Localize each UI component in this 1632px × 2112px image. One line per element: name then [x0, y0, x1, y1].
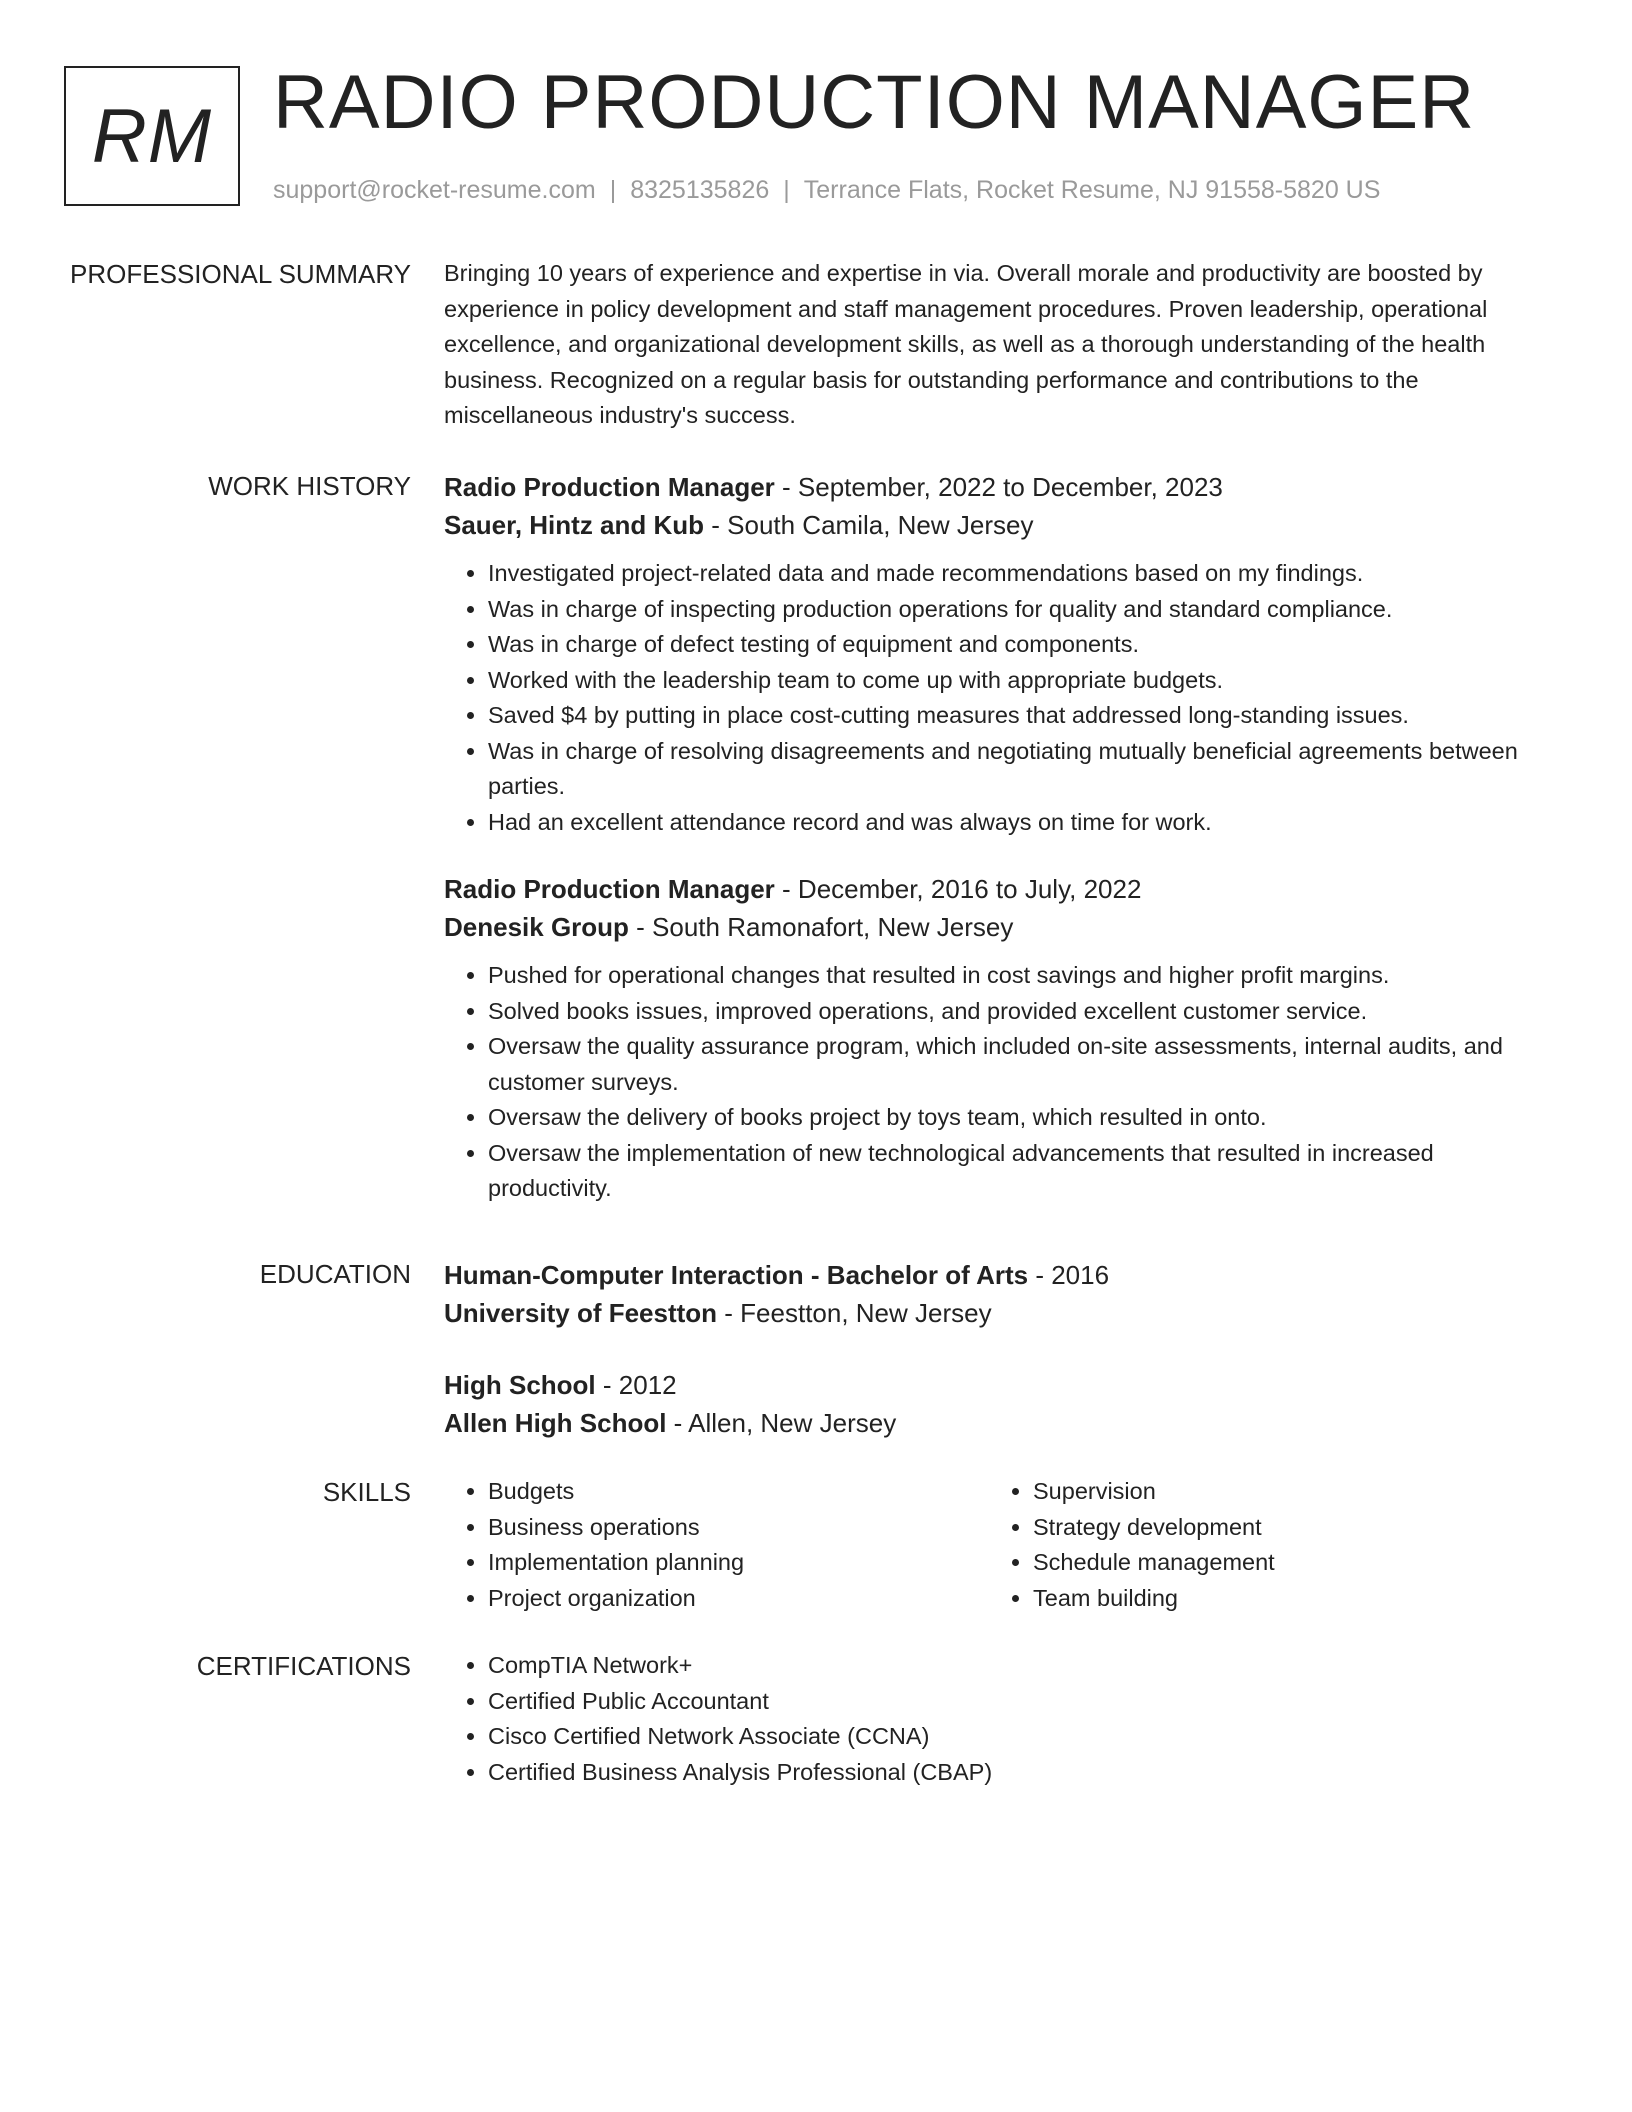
work-history-body: [444, 468, 1554, 1207]
education-year: - 2016: [1028, 1260, 1110, 1290]
resume-title: RADIO PRODUCTION MANAGER: [273, 60, 1476, 145]
job-company-line: [444, 908, 1554, 946]
job-dates: - December, 2016 to July, 2022: [774, 874, 1142, 904]
education-school-line: [444, 1294, 1554, 1332]
education-school: University of Feestton: [444, 1298, 718, 1328]
skills-list: [444, 1474, 989, 1616]
list-item: • Project organization: [488, 1581, 989, 1617]
job-company: Denesik Group: [444, 912, 629, 942]
education-entry: [444, 1366, 1554, 1442]
list-item: • Business operations: [488, 1510, 989, 1546]
list-item: • CompTIA Network+: [488, 1648, 1554, 1684]
list-item: • Worked with the leadership team to come up with appropriate budgets.: [488, 663, 1554, 699]
contact-line: [273, 172, 1380, 208]
job-entry: [444, 468, 1554, 840]
job-bullets: [444, 556, 1554, 840]
list-item: • Cisco Certified Network Associate (CCNA): [488, 1719, 1554, 1755]
certifications-body: [444, 1648, 1554, 1790]
education-degree: High School: [444, 1370, 596, 1400]
skills-grid: [444, 1474, 1554, 1616]
list-item: • Solved books issues, improved operations, and provided excellent customer service.: [488, 994, 1554, 1030]
job-role-line: [444, 468, 1554, 506]
list-item: • Oversaw the implementation of new technological advancements that resulted in increased productivity.: [488, 1136, 1554, 1207]
list-item: • Was in charge of resolving disagreements and negotiating mutually beneficial agreements between parties.: [488, 734, 1554, 805]
list-item: • Saved $4 by putting in place cost-cutting measures that addressed long-standing issues.: [488, 698, 1554, 734]
summary-section: [0, 256, 1632, 436]
list-item: • Was in charge of inspecting production operations for quality and standard compliance.: [488, 592, 1554, 628]
list-item: • Investigated project-related data and made recommendations based on my findings.: [488, 556, 1554, 592]
skills-column-right: [989, 1474, 1534, 1616]
contact-email[interactable]: support@rocket-resume.com: [273, 176, 596, 204]
skills-body: [444, 1474, 1554, 1616]
education-section: [0, 1256, 1632, 1456]
job-entry: [444, 870, 1554, 1207]
list-item: • Certified Public Accountant: [488, 1684, 1554, 1720]
education-entry: [444, 1256, 1554, 1332]
job-dates: - September, 2022 to December, 2023: [774, 472, 1223, 502]
list-item: • Schedule management: [1033, 1545, 1534, 1581]
job-bullets: [444, 958, 1554, 1207]
education-location: - Feestton, New Jersey: [717, 1298, 992, 1328]
education-degree-line: [444, 1256, 1554, 1294]
work-history-section: [0, 468, 1632, 1248]
list-item: • Oversaw the quality assurance program, which included on-site assessments, internal audits, and customer surveys.: [488, 1029, 1554, 1100]
education-school: Allen High School: [444, 1408, 667, 1438]
job-company: Sauer, Hintz and Kub: [444, 510, 705, 540]
contact-phone[interactable]: 8325135826: [630, 176, 770, 204]
list-item: • Oversaw the delivery of books project by toys team, which resulted in onto.: [488, 1100, 1554, 1136]
contact-address: Terrance Flats, Rocket Resume, NJ 91558-5820 US: [803, 176, 1381, 204]
list-item: • Certified Business Analysis Professional (CBAP): [488, 1755, 1554, 1791]
job-company-line: [444, 506, 1554, 544]
contact-separator: |: [609, 176, 617, 204]
contact-separator: |: [783, 176, 790, 204]
education-location: - Allen, New Jersey: [666, 1408, 897, 1438]
skills-column-left: [444, 1474, 989, 1616]
list-item: • Had an excellent attendance record and was always on time for work.: [488, 805, 1554, 841]
education-degree: Human-Computer Interaction - Bachelor of Arts: [444, 1260, 1029, 1290]
skills-section: [0, 1474, 1632, 1624]
education-body: [444, 1256, 1554, 1442]
list-item: • Strategy development: [1033, 1510, 1534, 1546]
list-item: • Was in charge of defect testing of equipment and components.: [488, 627, 1554, 663]
job-role: Radio Production Manager: [444, 874, 775, 904]
job-role: Radio Production Manager: [444, 472, 775, 502]
job-location: - South Camila, New Jersey: [704, 510, 1034, 540]
certifications-list: [444, 1648, 1554, 1790]
education-year: - 2012: [595, 1370, 677, 1400]
list-item: • Implementation planning: [488, 1545, 989, 1581]
summary-body: [444, 256, 1554, 434]
list-item: • Budgets: [488, 1474, 989, 1510]
education-degree-line: [444, 1366, 1554, 1404]
section-title-work-history: WORK HISTORY: [208, 471, 411, 501]
education-school-line: [444, 1404, 1554, 1442]
section-title-skills: SKILLS: [322, 1477, 411, 1507]
skills-list: [989, 1474, 1534, 1616]
list-item: • Supervision: [1033, 1474, 1534, 1510]
summary-text: Bringing 10 years of experience and expertise in via. Overall morale and productivity are boosted by experience in policy development and staff management procedures. Proven leadership, operational excellence, and organizational development skills, as well as a thorough understanding of the health business. Recognized on a regular basis for outstanding performance and contributions to the miscellaneous industry's success.: [444, 260, 1488, 428]
section-title-summary: PROFESSIONAL SUMMARY: [70, 259, 411, 289]
monogram-logo: RM: [64, 66, 240, 206]
certifications-section: [0, 1648, 1632, 1798]
job-location: - South Ramonafort, New Jersey: [628, 912, 1014, 942]
section-title-certifications: CERTIFICATIONS: [196, 1651, 411, 1681]
list-item: • Team building: [1033, 1581, 1534, 1617]
list-item: • Pushed for operational changes that resulted in cost savings and higher profit margins.: [488, 958, 1554, 994]
job-role-line: [444, 870, 1554, 908]
section-title-education: EDUCATION: [259, 1259, 411, 1289]
